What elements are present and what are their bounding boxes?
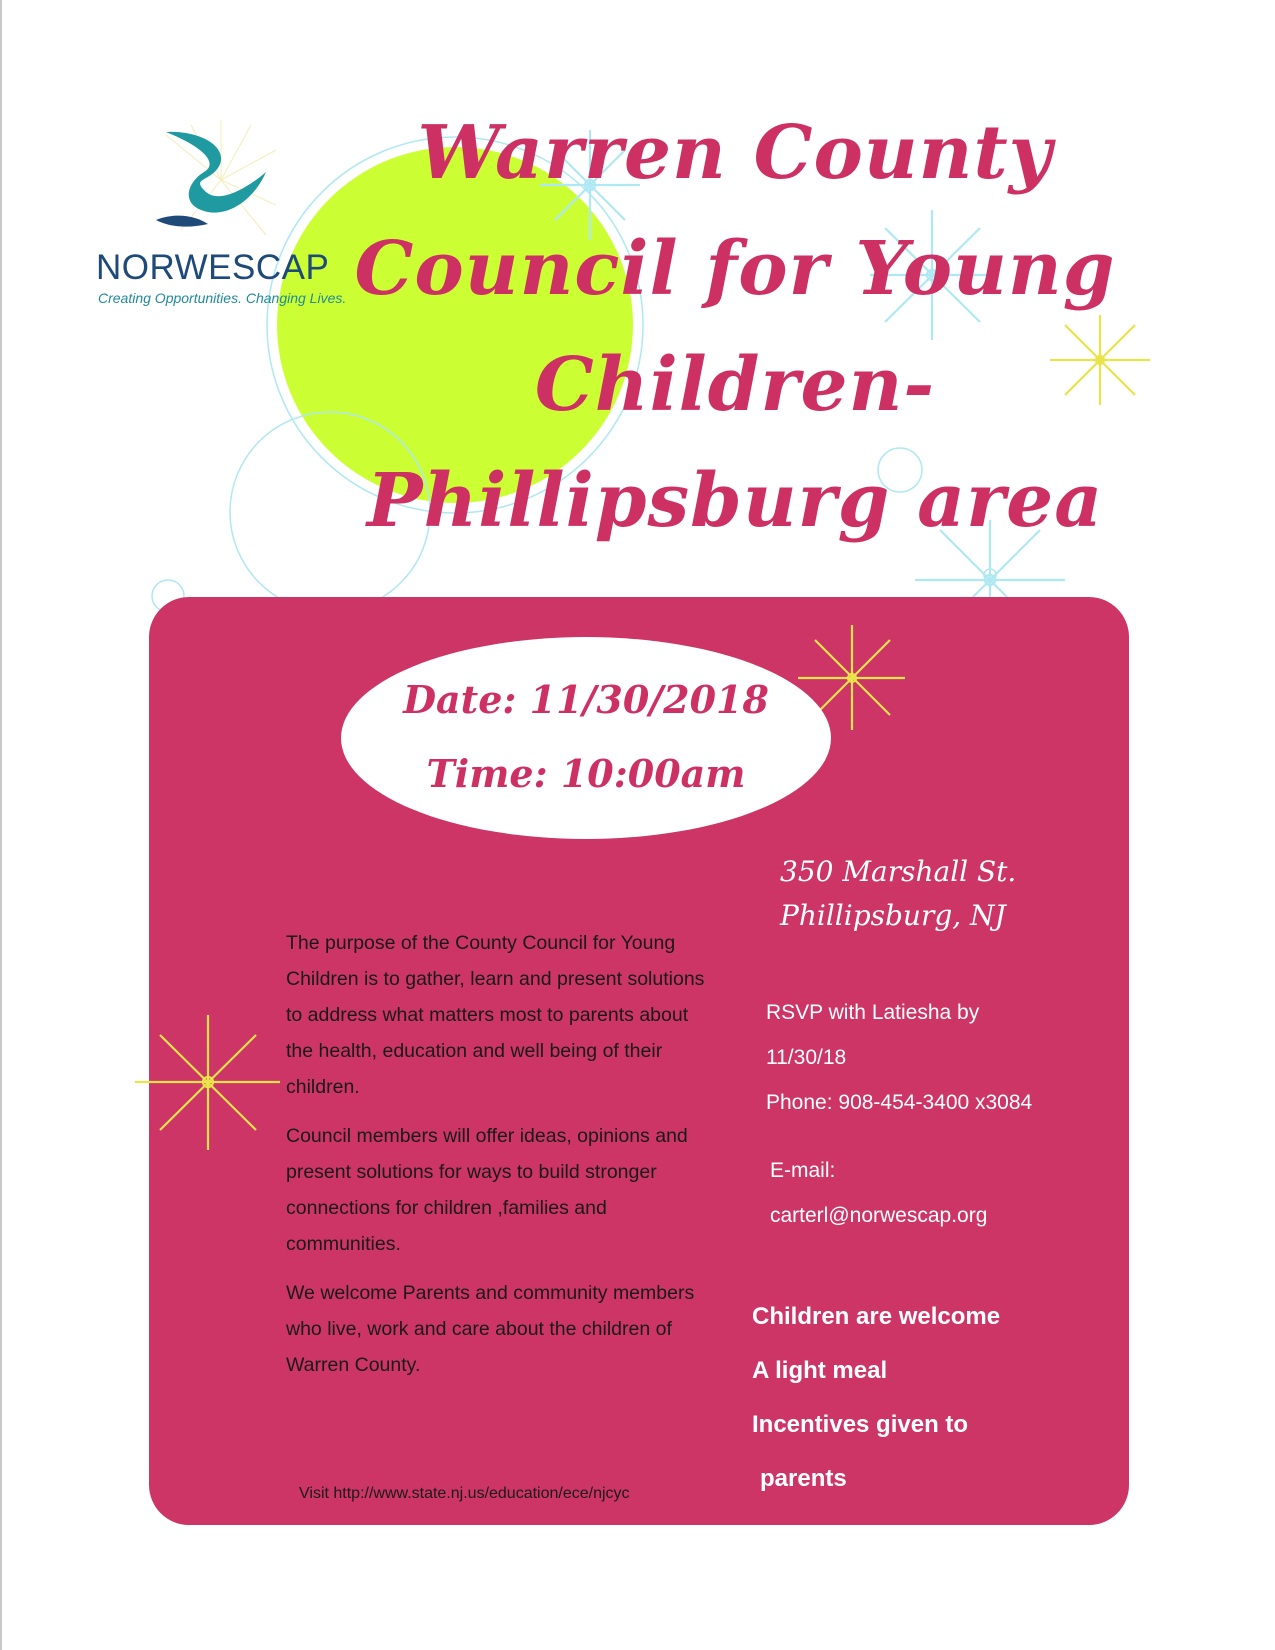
- perk-item: parents: [760, 1465, 847, 1492]
- description-paragraph-1: The purpose of the County Council for Young Children is to gather, learn and present solutions to address what matters most to parents about the health, education and well being of their children.: [286, 932, 705, 1098]
- address-line-2: Phillipsburg, NJ: [780, 899, 1006, 932]
- event-address: [780, 850, 1140, 938]
- event-date: Date: 11/30/2018: [403, 677, 769, 722]
- rsvp-line-1: RSVP with Latiesha by: [766, 1001, 980, 1024]
- rsvp-info: [766, 990, 1096, 1125]
- perk-item: Children are welcome: [752, 1303, 1001, 1330]
- description-paragraph-3: We welcome Parents and community members who live, work and care about the children of Warren County.: [286, 1282, 695, 1376]
- title-line-2: Council for Young: [354, 226, 1116, 312]
- perks-list: [752, 1290, 1092, 1506]
- title-line-3: Children-: [534, 342, 936, 428]
- perk-item: A light meal: [752, 1357, 888, 1384]
- address-line-1: 350 Marshall St.: [780, 855, 1017, 888]
- description: [286, 925, 716, 1396]
- title-line-4: Phillipsburg area: [366, 458, 1104, 544]
- description-paragraph-2: Council members will offer ideas, opinions and present solutions for ways to build stronger connections for children ,families and communities.: [286, 1125, 688, 1255]
- visit-url-text: Visit http://www.state.nj.us/education/ece/njcyc: [299, 1485, 630, 1502]
- email-label: E-mail:: [770, 1159, 836, 1182]
- email-address: carterl@norwescap.org: [770, 1204, 988, 1227]
- flyer-title: [250, 95, 1220, 559]
- logo-tagline: Creating Opportunities. Changing Lives.: [98, 290, 347, 306]
- perk-item: Incentives given to: [752, 1411, 969, 1438]
- title-line-1: Warren County: [417, 110, 1053, 196]
- rsvp-email-block: [770, 1148, 1100, 1238]
- logo-wordmark: NORWESCAP: [96, 248, 330, 287]
- rsvp-line-2: 11/30/18: [766, 1046, 847, 1069]
- event-time: Time: 10:00am: [426, 751, 746, 796]
- rsvp-phone: Phone: 908-454-3400 x3084: [766, 1091, 1033, 1114]
- date-time: [341, 663, 831, 811]
